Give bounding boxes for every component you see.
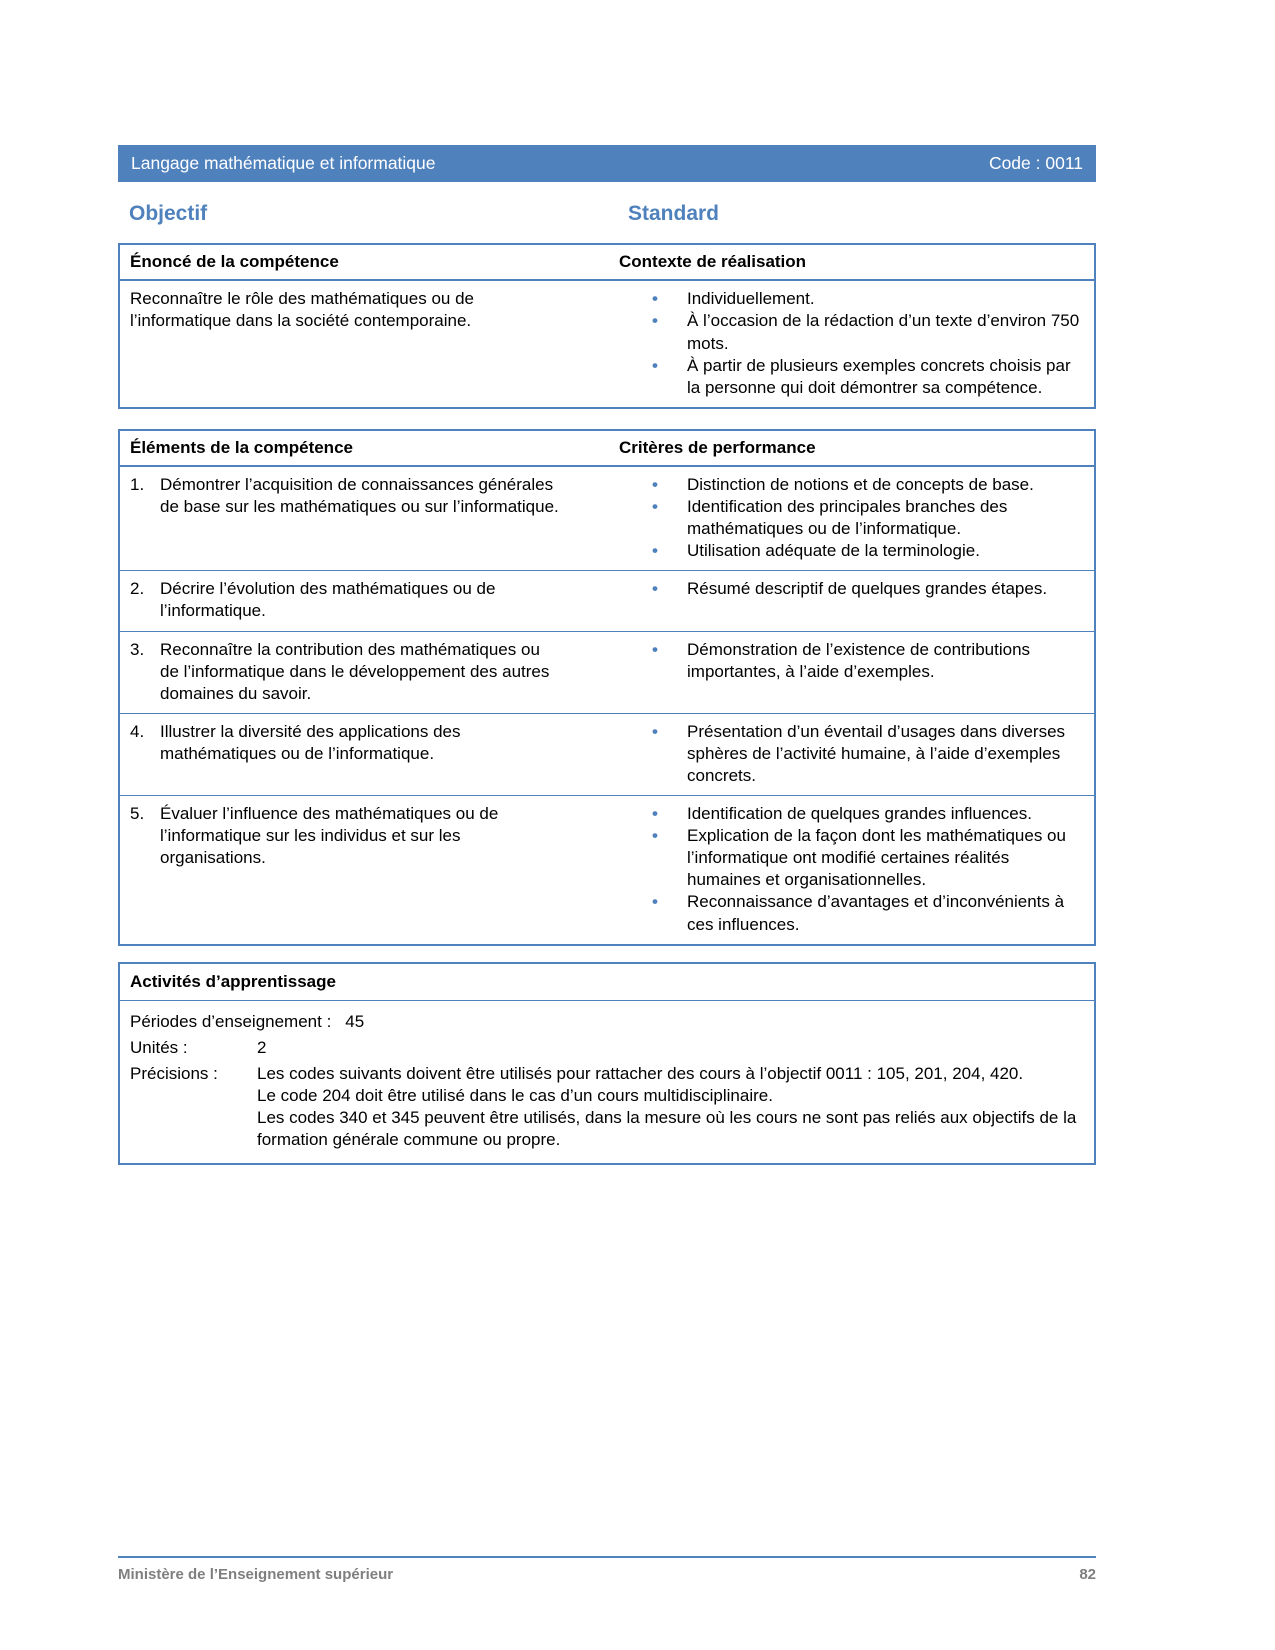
element-number: 1. [130,474,145,494]
competence-table-body [120,280,1094,406]
criterion-item: • Résumé descriptif de quelques grandes étapes. [619,578,1080,600]
contexte-header-cell: Contexte de réalisation [619,252,807,272]
element-cell [120,467,619,570]
precisions-label: Précisions : [130,1063,218,1083]
unites-label: Unités : [130,1037,188,1057]
unites-value: 2 [257,1037,267,1057]
bullet-item: • Individuellement. [619,288,1080,310]
criterion-item: • Distinction de notions et de concepts de base. [619,474,1080,496]
page-number: 82 [1079,1566,1096,1583]
criterion-item: • Identification des principales branches des mathématiques ou de l’informatique. [619,496,1080,540]
element-row [120,631,1094,713]
page-footer [118,1556,1096,1585]
document-title: Langage mathématique et informatique [131,153,436,174]
criteria-list [619,578,1080,600]
criteria-cell [619,571,1094,630]
bullet-item: • À partir de plusieurs exemples concrets choisis par la personne qui doit démontrer sa compétence. [619,355,1080,399]
elements-table-header [120,431,1094,466]
element-cell [120,571,619,630]
element-text: Illustrer la diversité des applications des mathématiques ou de l’informatique. [160,721,461,763]
criteria-list [619,721,1080,787]
competence-table-header [120,245,1094,280]
precisions-line: Le code 204 doit être utilisé dans le cas d’un cours multidisciplinaire. [257,1086,773,1106]
element-number: 2. [130,579,145,599]
element-number: 3. [130,639,145,659]
elements-header-cell: Éléments de la compétence [130,437,353,457]
element-number: 5. [130,804,145,824]
criteria-cell [619,796,1094,944]
criteria-cell [619,467,1094,570]
element-row [120,795,1094,944]
activities-box [118,962,1096,1166]
contexte-cell [619,281,1094,406]
element-text: Évaluer l’influence des mathématiques ou de l’informatique sur les individus et sur les organisations. [160,804,499,868]
periodes-row [130,1011,1084,1033]
precisions-line: Les codes 340 et 345 peuvent être utilisés, dans la mesure où les cours ne sont pas reliés aux objectifs de la formation générale commune ou propre. [257,1108,1077,1150]
element-row [120,713,1094,795]
objectif-heading: Objectif [129,202,208,225]
precisions-value [257,1063,1084,1151]
competence-table [118,243,1096,409]
unites-row [130,1037,1084,1059]
title-bar [118,145,1096,182]
precisions-line: Les codes suivants doivent être utilisés pour rattacher des cours à l’objectif 0011 : 105, 201, 204, 420. [257,1063,1024,1083]
criteria-cell [619,632,1094,713]
element-cell [120,796,619,944]
bullet-item: • À l’occasion de la rédaction d’un texte d’environ 750 mots. [619,310,1080,354]
section-headings [118,200,1096,227]
elements-table [118,429,1096,946]
element-row [120,466,1094,570]
activities-body [120,1001,1094,1164]
periodes-label: Périodes d’enseignement : [130,1011,332,1031]
criteria-list [619,474,1080,562]
enonce-text: Reconnaître le rôle des mathématiques ou de l’informatique dans la société contemporaine. [130,289,474,331]
element-text: Démontrer l’acquisition de connaissances générales de base sur les mathématiques ou sur l’informatique. [160,474,559,517]
criterion-item: • Reconnaissance d’avantages et d’inconvénients à ces influences. [619,891,1080,935]
criteria-list [619,803,1080,936]
contexte-list [619,288,1080,398]
criterion-item: • Démonstration de l’existence de contributions importantes, à l’aide d’exemples. [619,639,1080,683]
element-text: Reconnaître la contribution des mathématiques ou de l’informatique dans le développement des autres domaines du savoir. [160,639,550,703]
element-number: 4. [130,721,145,741]
element-row [120,570,1094,630]
enonce-cell [120,281,619,406]
activities-title: Activités d’apprentissage [120,964,1094,1001]
enonce-header-cell: Énoncé de la compétence [130,252,339,272]
criteres-header-cell: Critères de performance [619,437,816,457]
precisions-row [130,1063,1084,1151]
periodes-value: 45 [345,1011,365,1031]
code-label: Code : 0011 [988,153,1083,174]
element-cell [120,714,619,795]
criterion-item: • Utilisation adéquate de la terminologie. [619,540,1080,562]
element-cell [120,632,619,713]
criterion-item: • Présentation d’un éventail d’usages dans diverses sphères de l’activité humaine, à l’aide d’exemples concrets. [619,721,1080,787]
criteria-cell [619,714,1094,795]
element-text: Décrire l’évolution des mathématiques ou de l’informatique. [160,579,496,621]
standard-heading: Standard [628,202,720,225]
criteria-list [619,639,1080,683]
criterion-item: • Explication de la façon dont les mathématiques ou l’informatique ont modifié certaines réalités humaines et organisationnelles. [619,825,1080,891]
criterion-item: • Identification de quelques grandes influences. [619,803,1080,825]
ministry-name: Ministère de l’Enseignement supérieur [118,1566,394,1583]
page-content [118,145,1096,1165]
